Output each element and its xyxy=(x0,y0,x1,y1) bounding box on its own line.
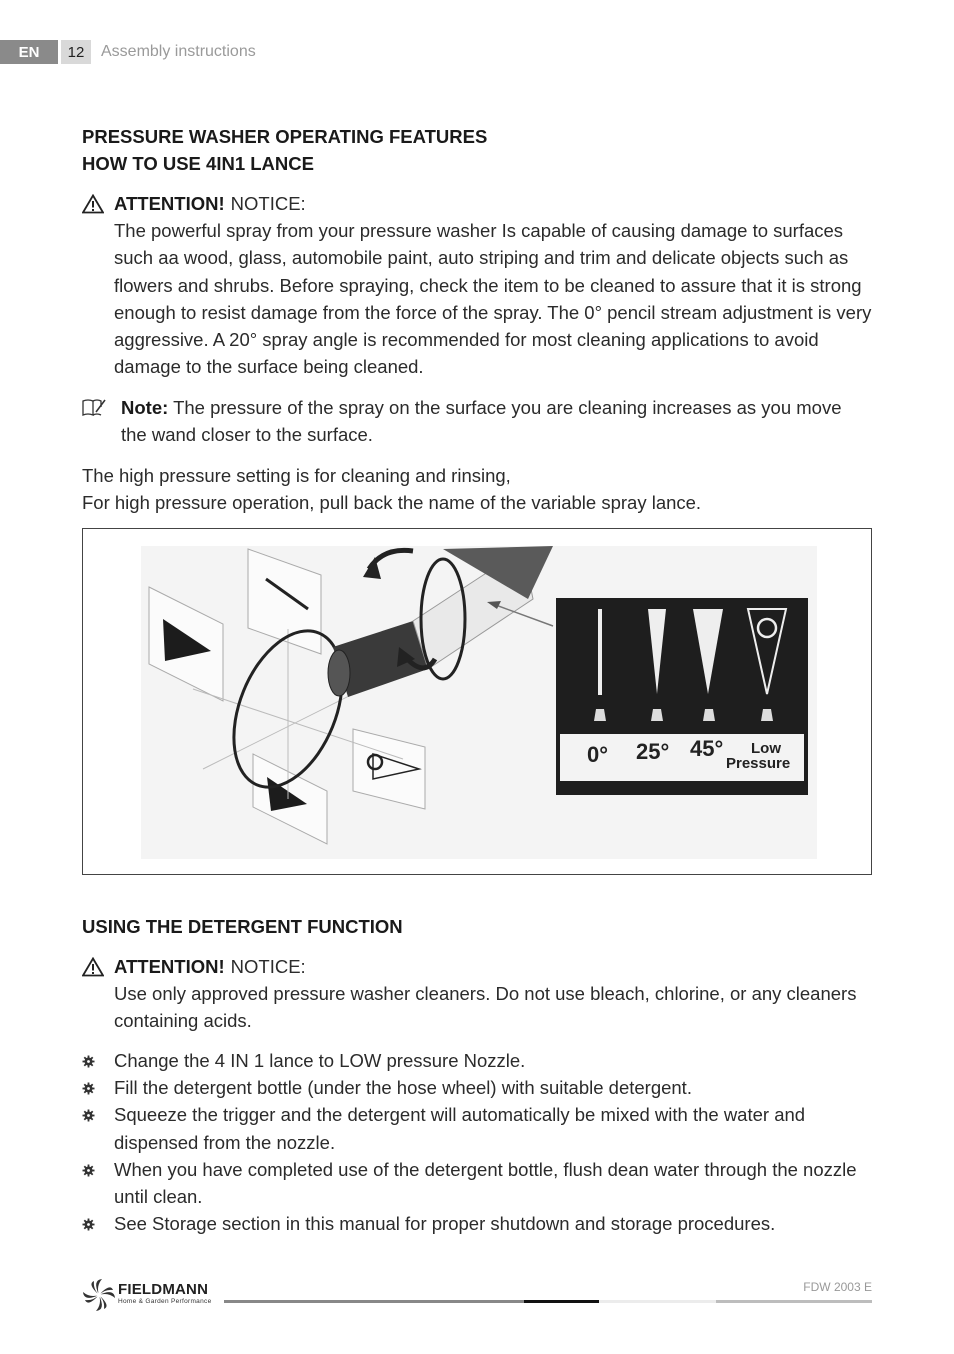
angle-label-0: 0° xyxy=(587,742,609,767)
warning-triangle-icon xyxy=(82,957,104,977)
footer-rule xyxy=(599,1300,716,1303)
footer-rule xyxy=(524,1300,599,1303)
lance-diagram xyxy=(83,529,871,874)
note-label: Note: xyxy=(121,397,169,418)
list-item-text: See Storage section in this manual for proper shutdown and storage procedures. xyxy=(114,1213,776,1235)
list-item xyxy=(82,1210,872,1237)
list-item-text: Change the 4 IN 1 lance to LOW pressure Nozzle. xyxy=(114,1050,526,1071)
language-badge: EN xyxy=(0,40,58,64)
pressure-label: Pressure xyxy=(726,755,791,772)
bullet-gear-icon xyxy=(82,1164,95,1177)
attention-block-1 xyxy=(82,190,872,380)
bullet-gear-icon xyxy=(82,1218,95,1231)
low-label: Low xyxy=(751,740,781,757)
pressure-setting-line-2: For high pressure operation, pull back the name of the variable spray lance. xyxy=(82,492,702,513)
notice-label: NOTICE: xyxy=(230,193,306,214)
page-number: 12 xyxy=(61,40,91,64)
notice-label: NOTICE: xyxy=(230,956,306,977)
note-block xyxy=(82,394,872,448)
angle-label-25: 25° xyxy=(636,739,670,764)
heading-4in1-lance: HOW TO USE 4IN1 LANCE xyxy=(82,153,314,174)
list-item-text: When you have completed use of the detergent bottle, flush dean water through the nozzle until clean. xyxy=(114,1158,857,1208)
note-text: The pressure of the spray on the surface you are cleaning increases as you move the wand closer to the surface. xyxy=(121,397,842,446)
footer-rule xyxy=(224,1300,524,1303)
pressure-setting-line-1: The high pressure setting is for cleaning and rinsing, xyxy=(82,465,511,486)
list-item xyxy=(82,1047,872,1074)
bullet-gear-icon xyxy=(82,1082,95,1095)
attention-text: Use only approved pressure washer cleaners. Do not use bleach, chlorine, or any cleaners containing acids. xyxy=(114,983,857,1032)
section-title: Assembly instructions xyxy=(101,43,256,60)
attention-label: ATTENTION! xyxy=(114,956,225,977)
bullet-gear-icon xyxy=(82,1109,95,1122)
angle-label-45: 45° xyxy=(690,736,724,761)
list-item-text: Fill the detergent bottle (under the hose wheel) with suitable detergent. xyxy=(114,1077,692,1099)
fieldmann-swirl-icon xyxy=(82,1278,116,1312)
warning-triangle-icon xyxy=(82,194,104,214)
fieldmann-logo xyxy=(82,1278,222,1312)
brand-tagline: Home & Garden Performance xyxy=(118,1298,212,1305)
attention-label: ATTENTION! xyxy=(114,193,225,214)
note-pencil-icon xyxy=(82,397,106,417)
list-item xyxy=(82,1101,872,1155)
attention-block-2 xyxy=(82,953,872,1035)
page-header xyxy=(0,40,256,64)
heading-operating-features: PRESSURE WASHER OPERATING FEATURES xyxy=(82,126,488,147)
bullet-gear-icon xyxy=(82,1055,95,1068)
detergent-steps-list xyxy=(82,1047,872,1237)
list-item xyxy=(82,1156,872,1210)
list-item-text: Squeeze the trigger and the detergent will automatically be mixed with the water and dispensed from the nozzle. xyxy=(114,1104,806,1153)
brand-name: FIELDMANN xyxy=(118,1281,209,1298)
lance-illustration xyxy=(82,528,872,875)
list-item xyxy=(82,1074,872,1101)
heading-detergent-function: USING THE DETERGENT FUNCTION xyxy=(82,916,403,937)
footer-rule xyxy=(716,1300,872,1303)
model-number: FDW 2003 E xyxy=(803,1280,872,1294)
attention-text: The powerful spray from your pressure washer Is capable of causing damage to surfaces such aa wood, glass, automobile paint, auto striping and trim and delicate objects such as flowers and shrubs. Before spraying, check the item to be cleaned to assure that it is strong enough to resist damage from the force of the spray. The 0° pencil stream adjustment is very aggressive. A 20° spray angle is recommended for most cleaning applications to avoid damage to the surface being cleaned. xyxy=(114,220,872,378)
